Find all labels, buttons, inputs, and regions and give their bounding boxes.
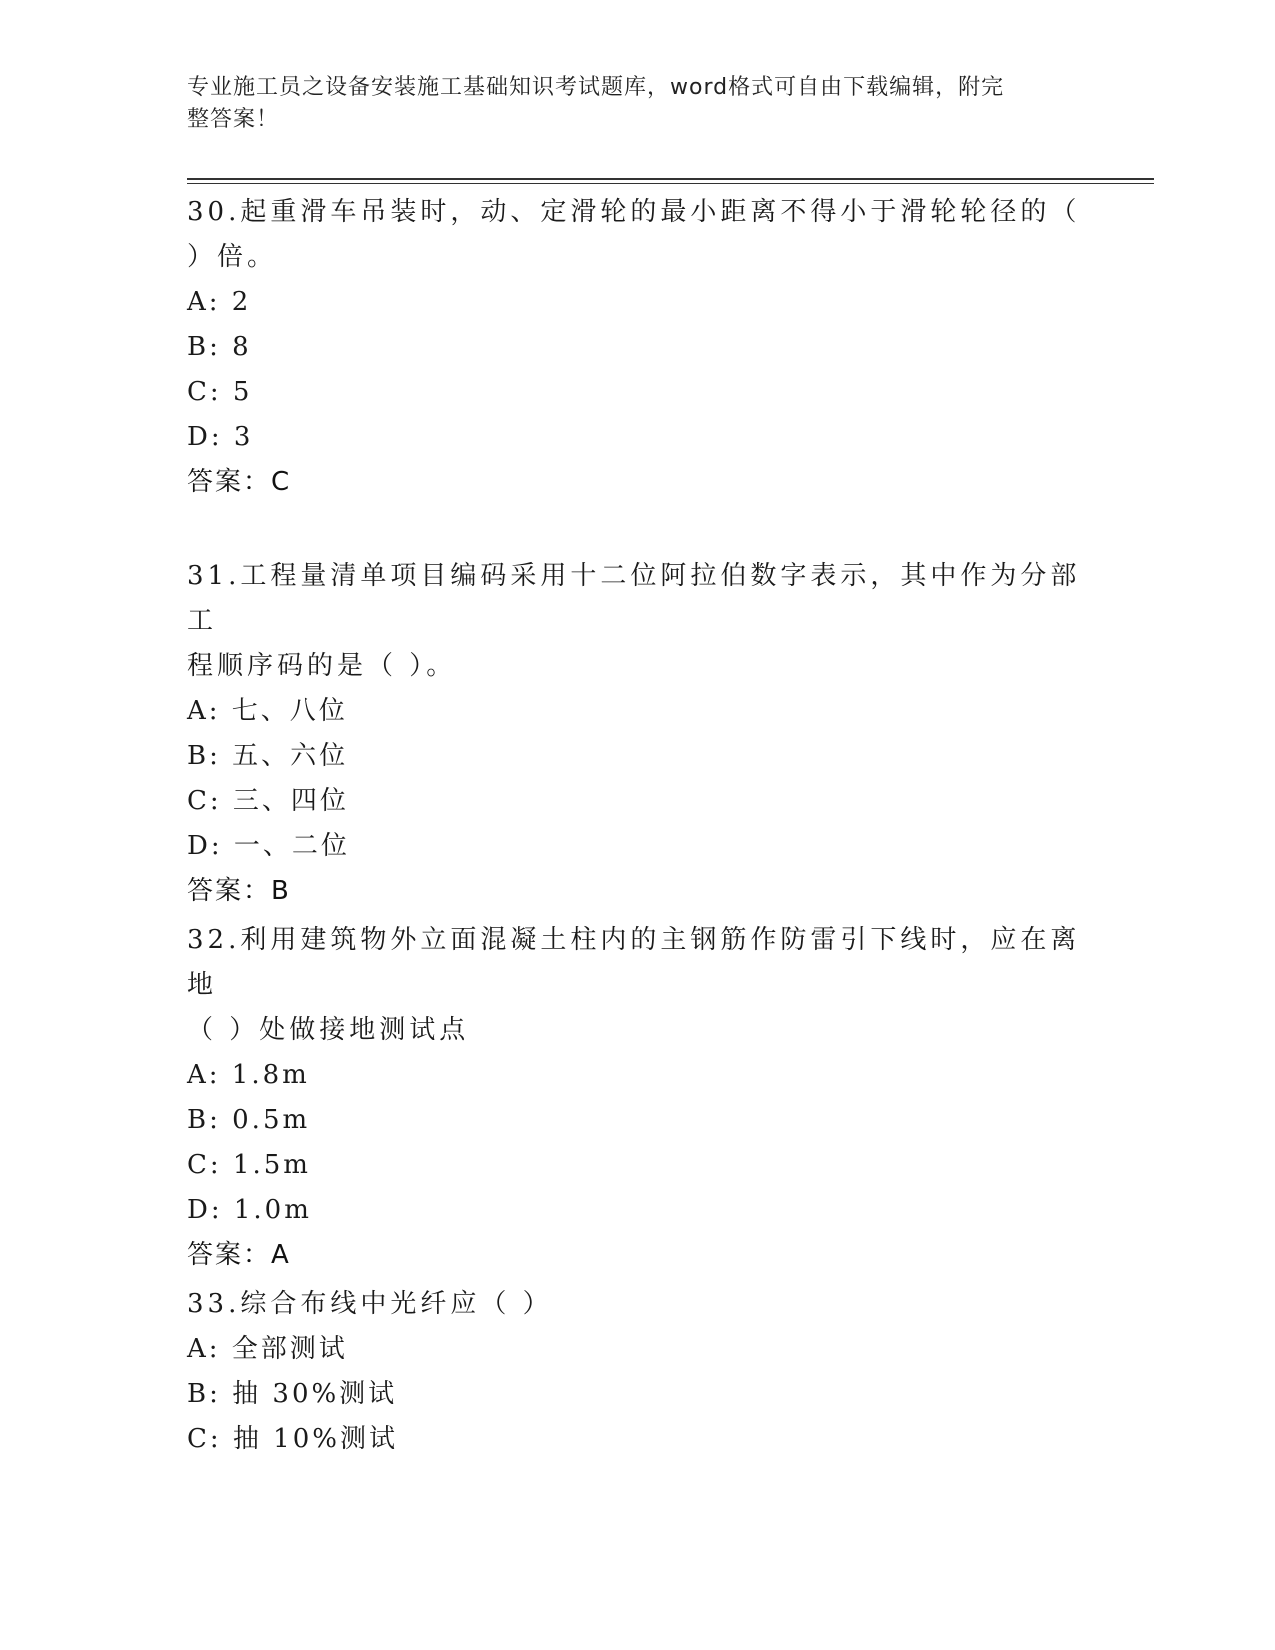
question-text-line-1: 33.综合布线中光纤应（ ） [187,1289,553,1319]
header-line-1: 专业施工员之设备安装施工基础知识考试题库，word格式可自由下载编辑，附完 [187,75,1005,100]
option-c: C: 抽 10%测试 [187,1424,398,1454]
option-b: B: 五、六位 [187,741,349,771]
option-a: A: 1.8m [187,1060,310,1090]
option-c: C: 5 [187,377,253,407]
question-text-line-1: 30.起重滑车吊装时，动、定滑轮的最小距离不得小于滑轮轮径的（ [187,197,1081,227]
option-d: D: 3 [187,422,254,452]
header-rule-thin [187,183,1154,184]
question-31 [187,554,1087,914]
option-c: C: 1.5m [187,1150,311,1180]
option-d: D: 一、二位 [187,831,350,861]
option-b: B: 8 [187,332,252,362]
answer: 答案：B [187,876,291,906]
document-header [187,72,1087,136]
option-a: A: 七、八位 [187,696,348,726]
option-d: D: 1.0m [187,1195,312,1225]
option-b: B: 0.5m [187,1105,311,1135]
option-a: A: 2 [187,287,252,317]
question-33 [187,1282,1087,1462]
question-text-line-2: ）倍。 [187,242,278,272]
question-32 [187,918,1087,1278]
question-text-line-2: 程顺序码的是（ ）。 [187,651,457,681]
option-b: B: 抽 30%测试 [187,1379,398,1409]
option-a: A: 全部测试 [187,1334,348,1364]
header-rule-thick [187,178,1154,180]
question-text-line-2: （ ）处做接地测试点 [187,1015,470,1045]
option-c: C: 三、四位 [187,786,349,816]
question-text-line-1: 32.利用建筑物外立面混凝土柱内的主钢筋作防雷引下线时，应在离地 [187,925,1081,1000]
header-line-2: 整答案！ [187,107,280,132]
question-30 [187,190,1087,505]
answer: 答案：A [187,1240,291,1270]
answer: 答案：C [187,467,292,497]
question-text-line-1: 31.工程量清单项目编码采用十二位阿拉伯数字表示，其中作为分部工 [187,561,1081,636]
